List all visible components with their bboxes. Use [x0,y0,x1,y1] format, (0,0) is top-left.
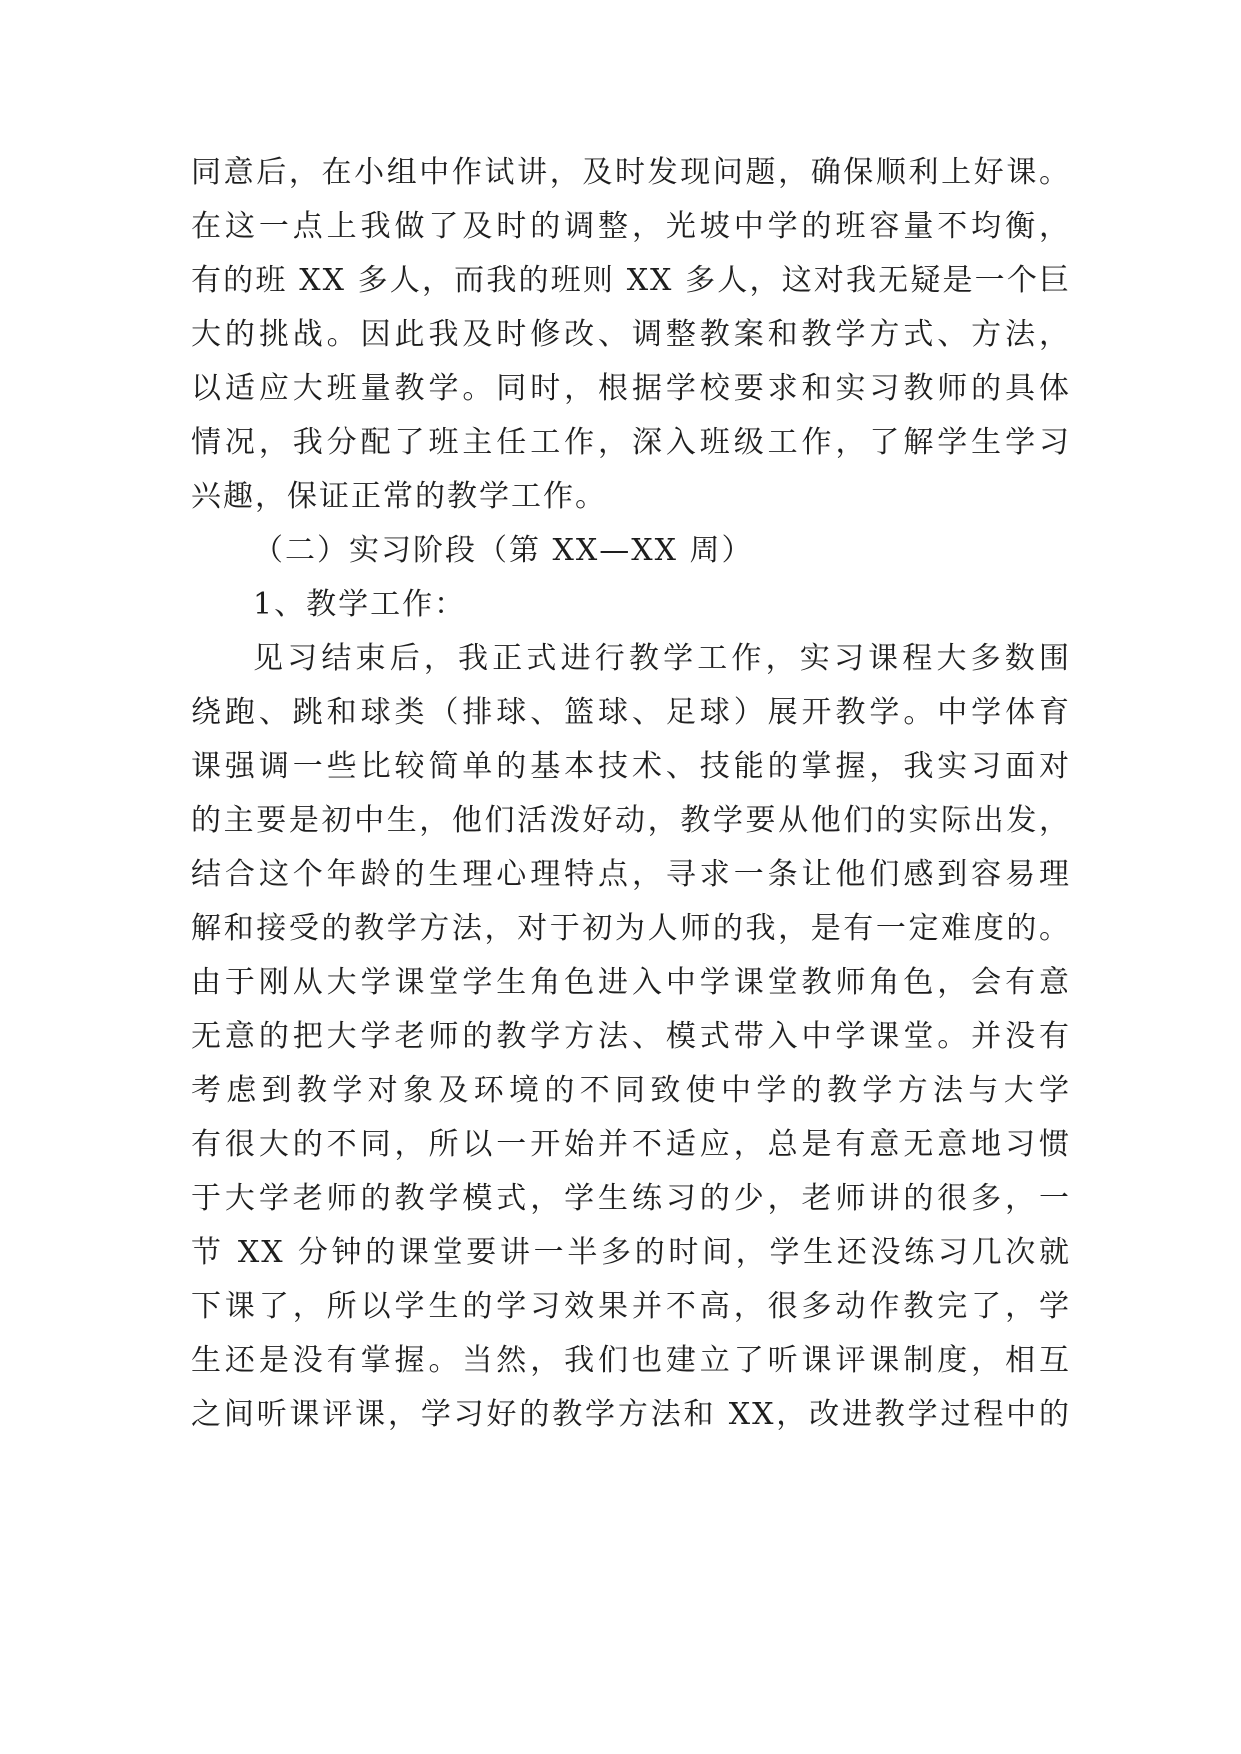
text-line: 节 XX 分钟的课堂要讲一半多的时间，学生还没练习几次就 [191,1235,1071,1270]
text-line: 结合这个年龄的生理心理特点，寻求一条让他们感到容易理 [191,857,1071,892]
text-line: 以适应大班量教学。同时，根据学校要求和实习教师的具体 [191,371,1071,406]
text-line: 下课了，所以学生的学习效果并不高，很多动作教完了，学 [191,1289,1071,1324]
text-line: 由于刚从大学课堂学生角色进入中学课堂教师角色，会有意 [191,965,1071,1000]
text-line: 有很大的不同，所以一开始并不适应，总是有意无意地习惯 [191,1127,1071,1162]
text-line: 生还是没有掌握。当然，我们也建立了听课评课制度，相互 [191,1343,1071,1378]
text-line: 解和接受的教学方法，对于初为人师的我，是有一定难度的。 [191,911,1071,946]
text-line: 之间听课评课，学习好的教学方法和 XX，改进教学过程中的 [191,1397,1071,1432]
text-line: 有的班 XX 多人，而我的班则 XX 多人，这对我无疑是一个巨 [191,263,1071,298]
text-line: 课强调一些比较简单的基本技术、技能的掌握，我实习面对 [191,749,1071,784]
text-line: 在这一点上我做了及时的调整，光坡中学的班容量不均衡， [191,209,1071,244]
text-line: 同意后，在小组中作试讲，及时发现问题，确保顺利上好课。 [191,155,1071,190]
text-line: 兴趣，保证正常的教学工作。 [191,479,607,514]
document-body [191,150,1071,1446]
text-line: 的主要是初中生，他们活泼好动，教学要从他们的实际出发， [191,803,1071,838]
text-line: 绕跑、跳和球类（排球、篮球、足球）展开教学。中学体育 [191,695,1071,730]
section-heading: （二）实习阶段（第 XX—XX 周） [253,533,754,568]
subsection-heading: 1、教学工作： [253,587,467,622]
text-line: 无意的把大学老师的教学方法、模式带入中学课堂。并没有 [191,1019,1071,1054]
text-line: 于大学老师的教学模式，学生练习的少，老师讲的很多，一 [191,1181,1071,1216]
text-line: 大的挑战。因此我及时修改、调整教案和教学方式、方法， [191,317,1071,352]
text-line: 见习结束后，我正式进行教学工作，实习课程大多数围 [253,641,1071,676]
text-line: 情况，我分配了班主任工作，深入班级工作，了解学生学习 [191,425,1071,460]
text-line: 考虑到教学对象及环境的不同致使中学的教学方法与大学 [191,1073,1071,1108]
